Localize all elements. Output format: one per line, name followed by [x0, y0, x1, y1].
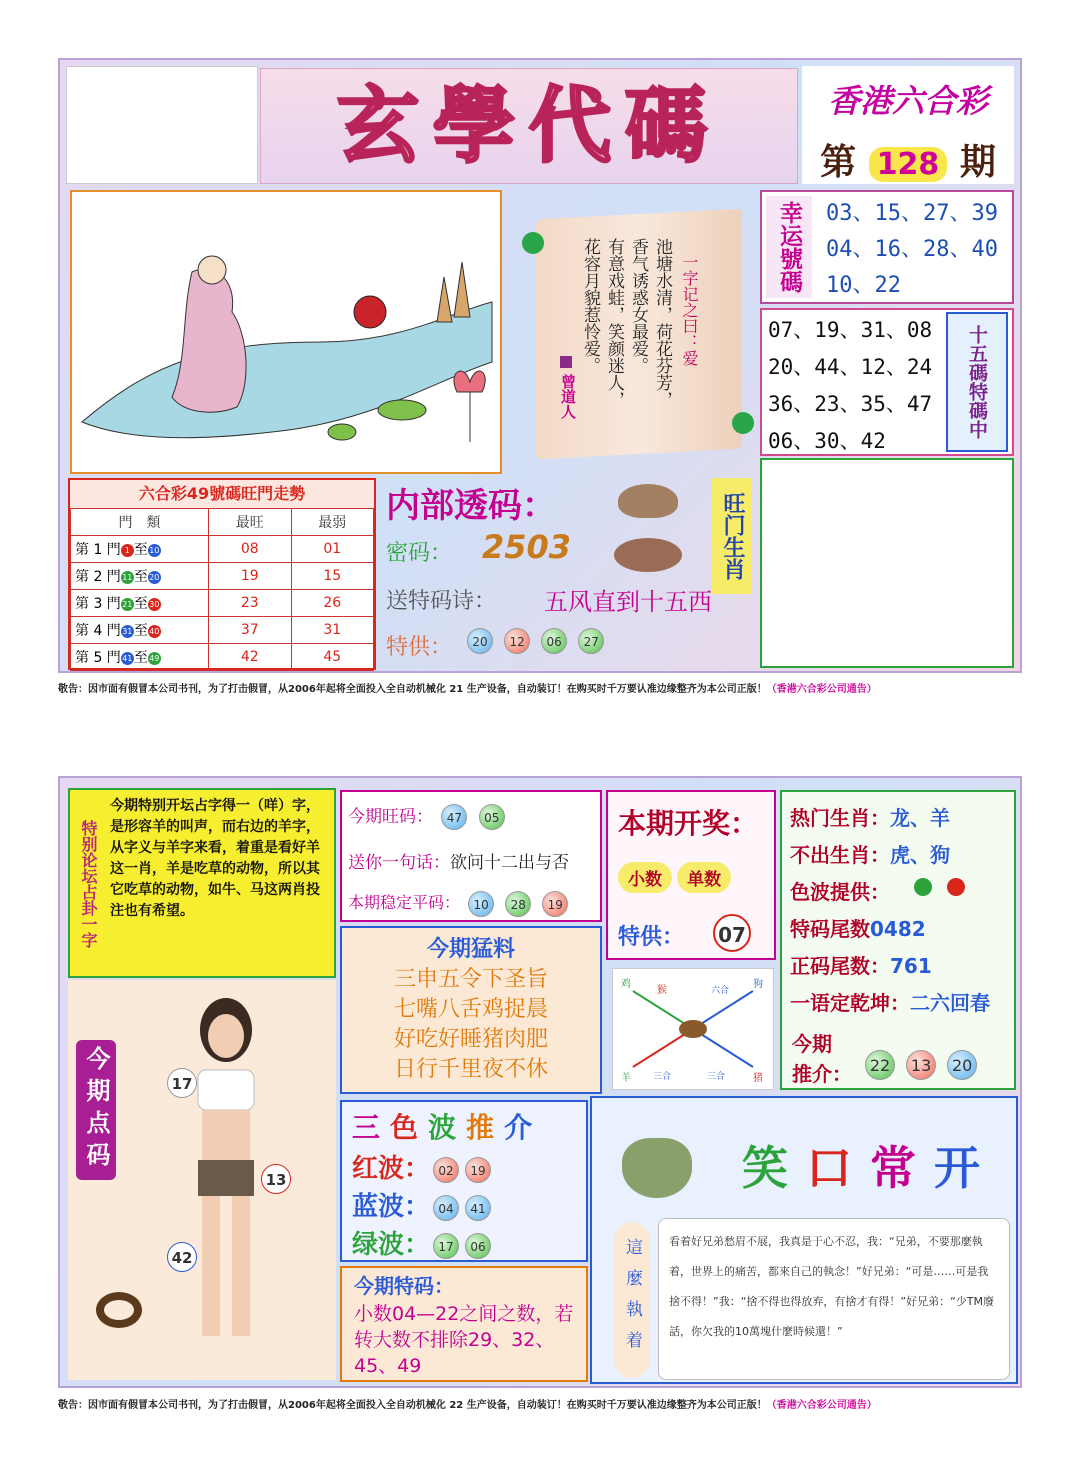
flat-ball: 19: [542, 891, 568, 917]
trend-row: 第 5 門41至49 42 45: [71, 644, 374, 671]
compass-label: 三合: [707, 1072, 726, 1082]
scroll-end-icon: [522, 232, 544, 254]
fifteen-numbers-line: 06、30、42: [768, 429, 886, 453]
fierce-box: [340, 926, 602, 1094]
trend-table-title: 六合彩49號碼旺門走勢: [70, 480, 374, 508]
compass-label: 狗: [753, 979, 763, 990]
hot-line: [790, 800, 1010, 837]
trend-end-ball: 49: [149, 653, 160, 663]
trend-start-ball: 21: [122, 599, 133, 609]
trend-header: 最旺: [209, 509, 292, 536]
rabbit-icon: [618, 484, 678, 518]
pond-scene-image: [72, 192, 500, 472]
fifteen-numbers-label: 十五碼特碼中: [946, 312, 1008, 452]
poem-scroll: [522, 192, 754, 482]
wang-ball: 05: [479, 804, 505, 830]
trend-end-ball: 30: [149, 599, 160, 609]
hot-line-value: 二六回春: [910, 991, 990, 1015]
model-ball: 17: [167, 1068, 197, 1098]
compass-label: 猪: [753, 1073, 763, 1084]
signature-mark-icon: [560, 356, 572, 368]
hot-line-label: 一语定乾坤：: [790, 991, 910, 1015]
title-banner: [260, 68, 798, 184]
compass-box: [612, 968, 774, 1090]
trend-end-ball: 20: [149, 572, 160, 582]
hot-line-label: 特码尾数: [790, 917, 870, 941]
illustration: [70, 190, 502, 474]
password-label: 密码：: [386, 541, 453, 566]
laugh-title-char: 口: [806, 1141, 870, 1195]
flat-label: 本期稳定平码：: [348, 893, 461, 912]
compass-label: 六合: [711, 986, 730, 996]
waves-box: [340, 1100, 588, 1262]
joke-text: 看着好兄弟愁眉不展，我真是于心不忍，我：“兄弟，不要那麼執着，世界上的痛苦，都來自己的執念！”好兄弟：“可是……可是我捨不得！”我：“捨不得也得放弃，有捨才有得！”好兄弟：“少TM廢話，你欠我的10萬塊什麼時候還！”: [658, 1218, 1010, 1380]
poem-label: 送特码诗：: [386, 589, 497, 614]
notice-text: 敬告：因市面有假冒本公司书刊，为了打击假冒，从2006年起将全面投入全自动机械化 22 生产设备，自动装订！在购买时千万要认准边缘整齐为本公司正版！: [58, 1400, 767, 1411]
green-dot-icon: [914, 878, 932, 896]
poem-line: 香气诱惑女最爱。: [628, 238, 648, 374]
issue-suffix: 期: [959, 142, 996, 183]
hot-line-value: 0482: [870, 917, 926, 941]
draw-special-label: 特供：: [618, 925, 685, 950]
hot-line: [790, 985, 1010, 1022]
password-value: 2503: [482, 528, 572, 566]
draw-title: 本期开奖：: [618, 807, 759, 840]
waves-title-char: 介: [504, 1111, 543, 1144]
wave-ball: 02: [433, 1157, 459, 1183]
top-page: [58, 58, 1022, 673]
special-ball: 27: [578, 628, 604, 654]
color-dots: [914, 878, 965, 900]
trend-row: 第 4 門31至40 37 31: [71, 617, 374, 644]
lucky-numbers-box: [760, 190, 1014, 304]
trend-start-ball: 1: [121, 544, 134, 557]
flat-ball: 28: [505, 891, 531, 917]
forum-box: [68, 788, 336, 978]
wave-ball: 06: [465, 1233, 491, 1259]
model-ball: 42: [167, 1242, 197, 1272]
lucky-numbers-line: 04、16、28、40: [826, 237, 998, 262]
trend-door: 第 2 門: [75, 569, 121, 585]
trend-start-ball: 31: [122, 626, 133, 636]
poem-heading: 一字记之曰：爱: [680, 254, 699, 366]
hot-line: [790, 837, 1010, 874]
hot-line: [790, 911, 1010, 948]
wave-label: 绿波：: [352, 1230, 431, 1260]
trend-row: 第 1 門 1 至10 08 01: [71, 536, 374, 563]
compass-diagram: [613, 969, 773, 1089]
laugh-title-char: 笑: [742, 1141, 806, 1195]
draw-special-ball: 07: [713, 914, 751, 952]
inside-code-title: 内部透码：: [386, 486, 556, 526]
trend-start-ball: 11: [122, 572, 133, 582]
lucky-numbers-line: 03、15、27、39: [826, 201, 998, 226]
fifteen-numbers-line: 20、44、12、24: [768, 355, 933, 379]
main-title: 玄學代碼: [336, 79, 721, 174]
joke-side-label: 這麼執着: [614, 1222, 650, 1378]
trend-door: 第 5 門: [75, 650, 121, 666]
poem-signature: 曾道人: [559, 374, 577, 419]
notice-bar: [58, 680, 1022, 695]
hot-line-label: 色波提供：: [790, 880, 890, 904]
fifteen-numbers-line: 36、23、35、47: [768, 392, 933, 416]
trend-table-box: [68, 478, 376, 670]
draw-tag: 单数: [677, 862, 731, 893]
recommend-ball: 20: [947, 1050, 977, 1080]
recommend-label: 今期: [792, 1032, 832, 1056]
waves-title-char: 波: [428, 1111, 467, 1144]
poem-value: 五风直到十五西: [544, 588, 712, 616]
special-ball: 12: [504, 628, 530, 654]
wang-ball: 47: [441, 804, 467, 830]
compass-label: 羊: [621, 1073, 631, 1084]
hot-line-label: 不出生肖：: [790, 843, 890, 867]
draw-tag: 小数: [618, 862, 672, 893]
trend-row: 第 2 門11至20 19 15: [71, 563, 374, 590]
fifteen-numbers-box: [760, 308, 1014, 456]
wave-label: 红波：: [352, 1154, 431, 1184]
money-bag-icon: [622, 1138, 692, 1198]
zodiac-label: 旺门生肖: [712, 478, 752, 594]
fierce-line: 日行千里夜不休: [393, 1057, 548, 1082]
compass-label: 鸡: [621, 979, 631, 990]
point-label: 今期点码: [76, 1040, 116, 1180]
forum-label: 特别论坛占卦一字: [79, 820, 98, 948]
issue-box: [802, 66, 1014, 184]
compass-label: 猴: [657, 985, 667, 996]
laugh-box: [590, 1096, 1018, 1384]
compass-label: 三合: [653, 1072, 672, 1082]
trend-hot: 42: [209, 644, 292, 671]
trend-end-ball: 10: [149, 545, 160, 555]
model-box: [68, 980, 336, 1380]
hot-line-value: 龙、羊: [890, 806, 950, 830]
fierce-line: 三申五令下圣旨: [393, 967, 548, 992]
hot-line-label: 热门生肖：: [790, 806, 890, 830]
trend-cold: 15: [291, 563, 374, 590]
hot-box: [780, 790, 1016, 1090]
trend-hot: 23: [209, 590, 292, 617]
pig-icon: [614, 538, 682, 572]
hot-line-label: 正码尾数：: [790, 954, 890, 978]
laugh-title-char: 常: [870, 1141, 934, 1195]
tema-box: [340, 1266, 588, 1382]
fierce-line: 好吃好睡猪肉肥: [393, 1027, 548, 1052]
recommend-label: 推介：: [792, 1062, 852, 1086]
fifteen-numbers-line: 07、19、31、08: [768, 318, 933, 342]
trend-cold: 01: [291, 536, 374, 563]
trend-hot: 08: [209, 536, 292, 563]
wang-label: 今期旺码：: [348, 807, 433, 827]
inside-code-panel: [382, 478, 758, 670]
lucky-numbers-label: 幸运號碼: [766, 196, 812, 298]
draw-box: [606, 790, 776, 960]
notice-text: 敬告：因市面有假冒本公司书刊，为了打击假冒，从2006年起将全面投入全自动机械化 21 生产设备，自动装订！在购买时千万要认准边缘整齐为本公司正版！: [58, 684, 767, 695]
hot-line: [790, 948, 1010, 985]
wang-box: [340, 790, 602, 922]
scroll-end-icon: [732, 412, 754, 434]
trend-hot: 37: [209, 617, 292, 644]
trend-cold: 31: [291, 617, 374, 644]
blank-box: [760, 458, 1014, 668]
trend-row: 第 3 門21至30 23 26: [71, 590, 374, 617]
lucky-numbers-line: 10、22: [826, 273, 901, 298]
special-label: 特供：: [386, 635, 453, 660]
fierce-line: 七嘴八舌鸡捉晨: [393, 997, 548, 1022]
recommend-ball: 13: [906, 1050, 936, 1080]
trend-cold: 45: [291, 644, 374, 671]
poem-line: 有意戏蛙，笑颜迷人，: [604, 238, 624, 408]
trend-door: 第 1 門: [75, 542, 121, 558]
wave-label: 蓝波：: [352, 1192, 431, 1222]
hot-line: [790, 874, 1010, 911]
poem-line: 花容月貌惹怜爱。: [580, 238, 600, 374]
tema-title: 今期特码：: [354, 1274, 454, 1298]
red-dot-icon: [947, 878, 965, 896]
issue-prefix: 第: [820, 142, 857, 183]
phrase-label: 送你一句话：: [348, 853, 450, 873]
special-ball: 20: [467, 628, 493, 654]
snake-icon: [96, 1292, 142, 1328]
trend-door: 第 3 門: [75, 596, 121, 612]
trend-header: 最弱: [291, 509, 374, 536]
trend-hot: 19: [209, 563, 292, 590]
hot-line-value: 虎、狗: [890, 843, 950, 867]
laugh-title-char: 开: [934, 1141, 998, 1195]
wave-ball: 04: [433, 1195, 459, 1221]
fierce-title: 今期猛料: [426, 937, 515, 962]
special-ball: 06: [541, 628, 567, 654]
issue-number: 128: [869, 147, 948, 182]
bottom-page: [58, 776, 1022, 1388]
brand-name: 香港六合彩: [827, 82, 988, 120]
tema-text: 小数04—22之间之数，若转大数不排除29、32、45、49: [354, 1303, 574, 1377]
poem-line: 池塘水清，荷花芬芳，: [652, 238, 672, 408]
blank-box: [66, 66, 258, 184]
waves-title-char: 三: [352, 1111, 391, 1144]
waves-title-char: 推: [466, 1111, 505, 1144]
trend-door: 第 4 門: [75, 623, 121, 639]
waves-title-char: 色: [390, 1111, 429, 1144]
trend-cold: 26: [291, 590, 374, 617]
flat-ball: 10: [468, 891, 494, 917]
hot-line-value: 761: [890, 954, 932, 978]
trend-end-ball: 40: [149, 626, 160, 636]
notice-tail: （香港六合彩公司通告）: [766, 684, 877, 695]
notice-bar: [58, 1396, 1022, 1411]
notice-tail: （香港六合彩公司通告）: [766, 1400, 877, 1411]
trend-table: [70, 508, 374, 671]
wave-ball: 17: [433, 1233, 459, 1259]
recommend-ball: 22: [865, 1050, 895, 1080]
wave-ball: 41: [465, 1195, 491, 1221]
trend-start-ball: 41: [122, 653, 133, 663]
wave-ball: 19: [465, 1157, 491, 1183]
model-ball: 13: [261, 1164, 291, 1194]
trend-header: 門 類: [71, 509, 209, 536]
phrase-text: 欲问十二出与否: [450, 853, 569, 873]
forum-text: 今期特别开坛占字得一（咩）字，是形容羊的叫声，而右边的羊字，从字义与羊字来看，着重是看好羊这一肖，羊是吃草的动物，所以其它吃草的动物，如牛、马这两肖投注也有希望。: [110, 798, 320, 919]
